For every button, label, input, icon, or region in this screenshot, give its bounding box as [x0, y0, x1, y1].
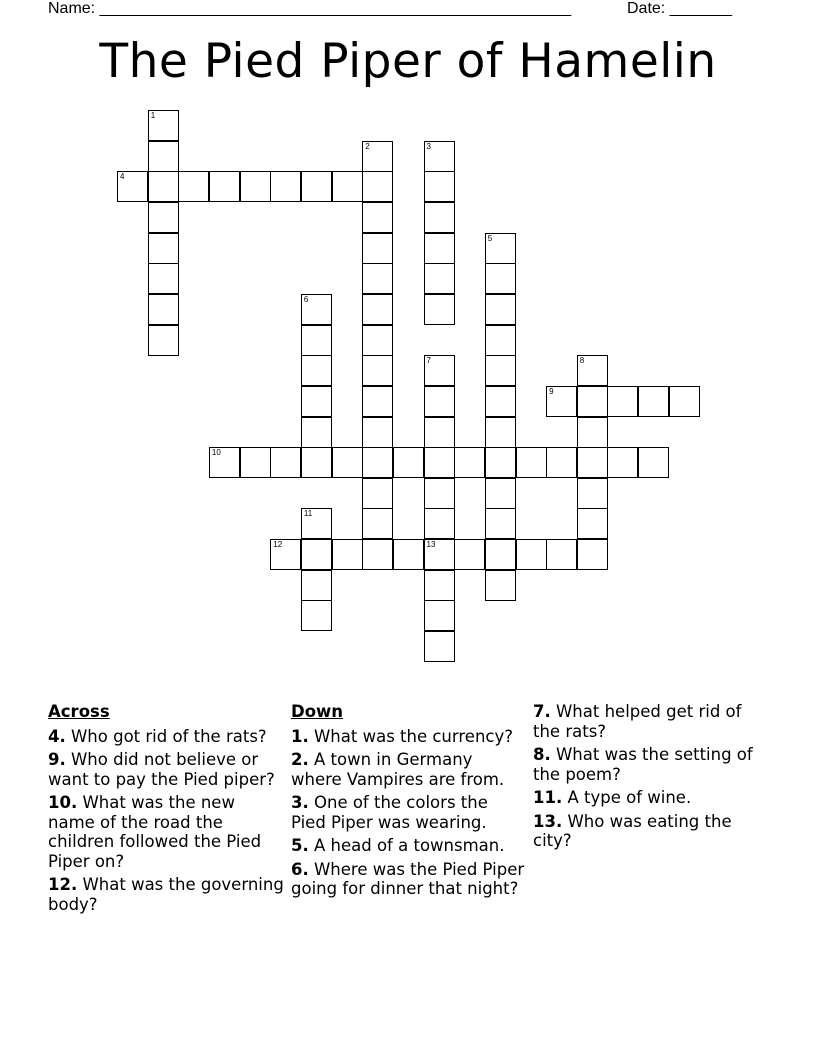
grid-cell[interactable] — [577, 417, 608, 448]
grid-cell[interactable] — [485, 386, 516, 417]
grid-cell[interactable] — [485, 539, 516, 570]
clue-number: 11. — [533, 788, 563, 807]
grid-cell[interactable] — [362, 508, 393, 539]
grid-cell[interactable] — [577, 447, 608, 478]
date-field[interactable]: Date: _______ — [627, 0, 732, 17]
grid-cell[interactable] — [424, 570, 455, 601]
clue-down-6 — [291, 860, 527, 899]
grid-cell[interactable] — [424, 263, 455, 294]
clue-text: What was the setting of the poem? — [533, 745, 753, 784]
grid-cell[interactable] — [301, 570, 332, 601]
cell-number: 9 — [549, 386, 554, 396]
grid-cell[interactable] — [485, 570, 516, 601]
grid-cell[interactable] — [270, 539, 301, 570]
cell-number: 5 — [487, 233, 493, 243]
grid-cell[interactable] — [424, 417, 455, 448]
grid-cell[interactable] — [424, 631, 455, 662]
grid-cell[interactable] — [301, 386, 332, 417]
grid-cell[interactable] — [362, 478, 393, 509]
down-heading: Down — [291, 702, 344, 721]
grid-cell[interactable] — [148, 233, 179, 264]
clue-number: 1. — [291, 726, 309, 746]
grid-cell[interactable] — [424, 171, 455, 202]
grid-cell[interactable] — [424, 233, 455, 264]
grid-cell[interactable] — [332, 171, 363, 202]
grid-cell[interactable] — [454, 539, 485, 570]
grid-cell[interactable] — [607, 447, 638, 478]
grid-cell[interactable] — [424, 141, 455, 172]
clue-number: 4. — [48, 726, 66, 746]
cell-number: 6 — [303, 294, 309, 304]
cell-number: 2 — [365, 141, 370, 151]
clue-number: 6. — [291, 859, 309, 879]
grid-cell[interactable] — [301, 171, 332, 202]
grid-cell[interactable] — [362, 539, 393, 570]
grid-cell[interactable] — [362, 386, 393, 417]
grid-cell[interactable] — [270, 171, 301, 202]
clue-across-12 — [48, 875, 284, 914]
clue-across-9 — [48, 750, 284, 789]
down-clues-continued — [533, 702, 769, 855]
grid-cell[interactable] — [301, 325, 332, 356]
grid-cell[interactable] — [577, 478, 608, 509]
grid-cell[interactable] — [240, 447, 271, 478]
grid-cell[interactable] — [301, 508, 332, 539]
cell-number: 10 — [211, 448, 221, 458]
grid-cell[interactable] — [362, 325, 393, 356]
grid-cell[interactable] — [424, 539, 455, 570]
grid-cell[interactable] — [577, 539, 608, 570]
grid-cell[interactable] — [362, 233, 393, 264]
grid-cell[interactable] — [301, 447, 332, 478]
grid-cell[interactable] — [209, 447, 240, 478]
grid-cell[interactable] — [209, 171, 240, 202]
clue-text: What was the new name of the road the children followed the Pied Piper on? — [48, 793, 262, 871]
clue-down-8 — [533, 745, 769, 784]
clue-text: One of the colors the Pied Piper was wearing. — [291, 793, 488, 832]
clue-number: 10. — [48, 793, 78, 812]
grid-cell[interactable] — [362, 447, 393, 478]
clue-text: Who was eating the city? — [533, 811, 732, 850]
grid-cell[interactable] — [546, 386, 577, 417]
clue-number: 7. — [533, 702, 551, 721]
grid-cell[interactable] — [546, 447, 577, 478]
grid-cell[interactable] — [424, 478, 455, 509]
grid-cell[interactable] — [424, 355, 455, 386]
grid-cell[interactable] — [607, 386, 638, 417]
puzzle-title: The Pied Piper of Hamelin — [99, 34, 717, 89]
clue-text: Who got rid of the rats? — [65, 726, 267, 746]
grid-cell[interactable] — [270, 447, 301, 478]
grid-cell[interactable] — [577, 508, 608, 539]
grid-cell[interactable] — [485, 294, 516, 325]
grid-cell[interactable] — [454, 447, 485, 478]
cell-number: 12 — [273, 540, 283, 550]
clue-text: What was the governing body? — [48, 875, 284, 914]
grid-cell[interactable] — [424, 508, 455, 539]
grid-cell[interactable] — [117, 171, 148, 202]
cell-number: 8 — [579, 356, 585, 366]
grid-cell[interactable] — [669, 386, 700, 417]
cell-number: 7 — [426, 356, 431, 366]
clue-down-7 — [533, 702, 769, 741]
clue-down-13 — [533, 812, 769, 851]
grid-cell[interactable] — [577, 355, 608, 386]
clue-text: A type of wine. — [562, 788, 692, 807]
grid-cell[interactable] — [362, 263, 393, 294]
clue-text: A town in Germany where Vampires are from. — [291, 750, 505, 789]
grid-cell[interactable] — [148, 325, 179, 356]
across-clues — [48, 702, 284, 918]
clue-number: 12. — [48, 875, 78, 894]
grid-cell[interactable] — [485, 508, 516, 539]
grid-cell[interactable] — [362, 417, 393, 448]
grid-cell[interactable] — [240, 171, 271, 202]
grid-cell[interactable] — [638, 447, 669, 478]
grid-cell[interactable] — [393, 447, 424, 478]
grid-cell[interactable] — [424, 202, 455, 233]
clue-across-4 — [48, 727, 284, 747]
clue-down-1 — [291, 727, 527, 747]
clue-number: 9. — [48, 750, 66, 769]
grid-cell[interactable] — [148, 141, 179, 172]
cell-number: 3 — [426, 141, 431, 151]
down-clues — [291, 702, 527, 903]
grid-cell[interactable] — [362, 141, 393, 172]
grid-cell[interactable] — [362, 355, 393, 386]
clue-text: A head of a townsman. — [308, 836, 505, 855]
clue-text: What helped get rid of the rats? — [533, 702, 742, 741]
cell-number: 1 — [150, 111, 156, 120]
grid-cell[interactable] — [516, 539, 547, 570]
grid-cell[interactable] — [148, 171, 179, 202]
grid-cell[interactable] — [424, 294, 455, 325]
grid-cell[interactable] — [332, 447, 363, 478]
clue-number: 3. — [291, 793, 309, 812]
clue-down-3 — [291, 793, 527, 832]
grid-cell[interactable] — [638, 386, 669, 417]
grid-cell[interactable] — [485, 355, 516, 386]
grid-cell[interactable] — [301, 355, 332, 386]
clue-down-5 — [291, 836, 527, 856]
grid-cell[interactable] — [301, 600, 332, 631]
clue-number: 2. — [291, 750, 309, 769]
grid-cell[interactable] — [362, 202, 393, 233]
grid-cell[interactable] — [424, 600, 455, 631]
grid-cell[interactable] — [148, 294, 179, 325]
grid-cell[interactable] — [148, 202, 179, 233]
clue-across-10 — [48, 793, 284, 871]
grid-cell[interactable] — [516, 447, 547, 478]
clue-number: 8. — [533, 745, 551, 764]
cell-number: 11 — [303, 509, 313, 519]
grid-cell[interactable] — [485, 478, 516, 509]
clue-text: Where was the Pied Piper going for dinner that night? — [291, 859, 525, 898]
grid-cell[interactable] — [485, 447, 516, 478]
across-heading: Across — [48, 702, 110, 721]
grid-cell[interactable] — [485, 417, 516, 448]
clue-text: What was the currency? — [308, 726, 514, 746]
grid-cell[interactable] — [178, 171, 209, 202]
cell-number: 4 — [120, 172, 125, 182]
grid-cell[interactable] — [301, 417, 332, 448]
grid-cell[interactable] — [301, 294, 332, 325]
cell-number: 13 — [426, 540, 436, 550]
grid-cell[interactable] — [577, 386, 608, 417]
clue-text: Who did not believe or want to pay the Pied piper? — [48, 750, 275, 789]
grid-cell[interactable] — [301, 539, 332, 570]
grid-cell[interactable] — [485, 325, 516, 356]
clue-down-2 — [291, 750, 527, 789]
clue-number: 13. — [533, 811, 563, 831]
grid-cell[interactable] — [393, 539, 424, 570]
grid-cell[interactable] — [332, 539, 363, 570]
grid-cell[interactable] — [485, 233, 516, 264]
grid-cell[interactable] — [485, 263, 516, 294]
grid-cell[interactable] — [148, 263, 179, 294]
clue-number: 5. — [291, 836, 309, 855]
grid-cell[interactable] — [362, 171, 393, 202]
grid-cell[interactable] — [362, 294, 393, 325]
grid-cell[interactable] — [424, 447, 455, 478]
grid-cell[interactable] — [424, 386, 455, 417]
name-field[interactable]: Name: _____________________________________________________ — [48, 0, 572, 17]
clue-down-11 — [533, 788, 769, 808]
grid-cell[interactable] — [148, 110, 179, 141]
grid-cell[interactable] — [546, 539, 577, 570]
